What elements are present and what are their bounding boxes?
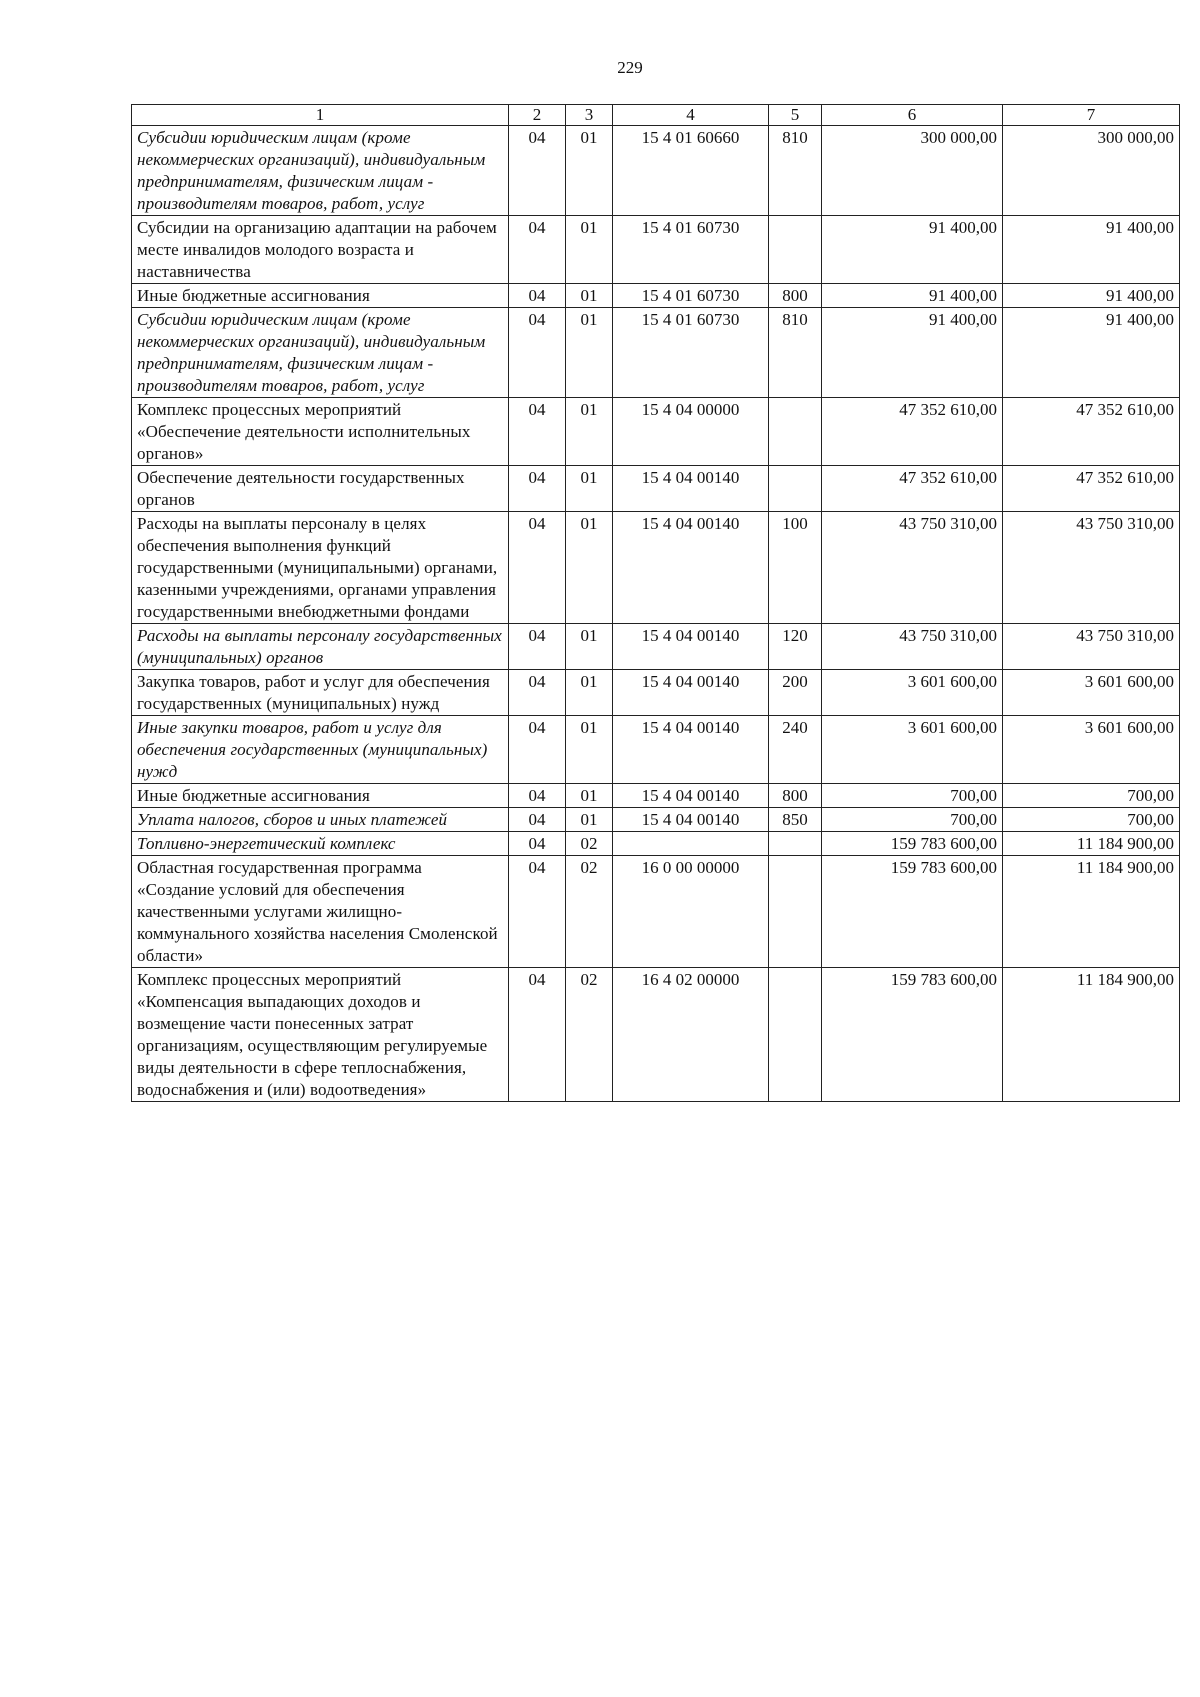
row-amount-2: 47 352 610,00 — [1003, 466, 1180, 512]
header-col-1: 1 — [132, 105, 509, 126]
row-name: Закупка товаров, работ и услуг для обеспечения государственных (муниципальных) нужд — [132, 670, 509, 716]
row-target-code: 15 4 01 60730 — [613, 216, 769, 284]
row-target-code — [613, 832, 769, 856]
row-section: 04 — [509, 398, 566, 466]
row-amount-1: 700,00 — [822, 784, 1003, 808]
row-name: Областная государственная программа «Создание условий для обеспечения качественными услугами жилищно-коммунального хозяйства населения Смоленской области» — [132, 856, 509, 968]
row-target-code: 15 4 04 00140 — [613, 670, 769, 716]
row-amount-1: 159 783 600,00 — [822, 968, 1003, 1102]
row-amount-2: 11 184 900,00 — [1003, 968, 1180, 1102]
row-expense-type: 850 — [769, 808, 822, 832]
table-row — [132, 808, 1180, 832]
row-amount-2: 11 184 900,00 — [1003, 856, 1180, 968]
row-amount-1: 47 352 610,00 — [822, 466, 1003, 512]
row-expense-type: 800 — [769, 784, 822, 808]
row-name: Расходы на выплаты персоналу государственных (муниципальных) органов — [132, 624, 509, 670]
table-row — [132, 512, 1180, 624]
row-section: 04 — [509, 968, 566, 1102]
table-row — [132, 466, 1180, 512]
row-subsection: 01 — [566, 398, 613, 466]
row-section: 04 — [509, 670, 566, 716]
row-expense-type: 800 — [769, 284, 822, 308]
header-col-6: 6 — [822, 105, 1003, 126]
row-expense-type: 120 — [769, 624, 822, 670]
row-subsection: 01 — [566, 808, 613, 832]
row-subsection: 01 — [566, 284, 613, 308]
header-row — [132, 105, 1180, 126]
row-expense-type: 200 — [769, 670, 822, 716]
table-row — [132, 126, 1180, 216]
row-name: Комплекс процессных мероприятий «Компенсация выпадающих доходов и возмещение части понесенных затрат организациям, осуществляющим регулируемые виды деятельности в сфере теплоснабжения, водоснабжения и (или) водоотведения» — [132, 968, 509, 1102]
row-name: Иные бюджетные ассигнования — [132, 284, 509, 308]
table-row — [132, 670, 1180, 716]
row-subsection: 02 — [566, 856, 613, 968]
row-name: Субсидии юридическим лицам (кроме некоммерческих организаций), индивидуальным предпринимателям, физическим лицам - производителям товаров, работ, услуг — [132, 308, 509, 398]
row-name: Субсидии юридическим лицам (кроме некоммерческих организаций), индивидуальным предпринимателям, физическим лицам - производителям товаров, работ, услуг — [132, 126, 509, 216]
row-section: 04 — [509, 126, 566, 216]
row-section: 04 — [509, 466, 566, 512]
row-name: Расходы на выплаты персоналу в целях обеспечения выполнения функций государственными (муниципальными) органами, казенными учреждениями, органами управления государственными внебюджетными фондами — [132, 512, 509, 624]
row-section: 04 — [509, 808, 566, 832]
row-expense-type — [769, 216, 822, 284]
row-amount-1: 159 783 600,00 — [822, 832, 1003, 856]
row-amount-2: 47 352 610,00 — [1003, 398, 1180, 466]
row-amount-1: 3 601 600,00 — [822, 716, 1003, 784]
row-amount-2: 91 400,00 — [1003, 284, 1180, 308]
row-subsection: 02 — [566, 968, 613, 1102]
table-row — [132, 216, 1180, 284]
page-number: 229 — [617, 58, 643, 77]
row-amount-1: 43 750 310,00 — [822, 624, 1003, 670]
table-row — [132, 784, 1180, 808]
row-target-code: 16 4 02 00000 — [613, 968, 769, 1102]
row-subsection: 01 — [566, 784, 613, 808]
row-amount-2: 91 400,00 — [1003, 216, 1180, 284]
row-target-code: 15 4 04 00140 — [613, 512, 769, 624]
row-section: 04 — [509, 624, 566, 670]
row-subsection: 01 — [566, 126, 613, 216]
row-amount-2: 91 400,00 — [1003, 308, 1180, 398]
row-expense-type: 240 — [769, 716, 822, 784]
row-amount-2: 3 601 600,00 — [1003, 716, 1180, 784]
row-expense-type: 100 — [769, 512, 822, 624]
row-amount-1: 91 400,00 — [822, 308, 1003, 398]
table-row — [132, 308, 1180, 398]
row-amount-2: 700,00 — [1003, 808, 1180, 832]
row-target-code: 16 0 00 00000 — [613, 856, 769, 968]
table-row — [132, 284, 1180, 308]
row-target-code: 15 4 01 60730 — [613, 284, 769, 308]
row-expense-type — [769, 832, 822, 856]
table-row — [132, 832, 1180, 856]
row-amount-2: 300 000,00 — [1003, 126, 1180, 216]
row-expense-type: 810 — [769, 308, 822, 398]
row-target-code: 15 4 04 00000 — [613, 398, 769, 466]
row-expense-type — [769, 398, 822, 466]
row-amount-1: 91 400,00 — [822, 284, 1003, 308]
row-amount-2: 11 184 900,00 — [1003, 832, 1180, 856]
header-col-7: 7 — [1003, 105, 1180, 126]
row-section: 04 — [509, 284, 566, 308]
table-row — [132, 716, 1180, 784]
row-target-code: 15 4 04 00140 — [613, 808, 769, 832]
header-col-2: 2 — [509, 105, 566, 126]
row-amount-1: 3 601 600,00 — [822, 670, 1003, 716]
row-subsection: 01 — [566, 512, 613, 624]
row-section: 04 — [509, 216, 566, 284]
row-subsection: 01 — [566, 716, 613, 784]
row-amount-1: 91 400,00 — [822, 216, 1003, 284]
row-subsection: 02 — [566, 832, 613, 856]
row-subsection: 01 — [566, 216, 613, 284]
row-amount-2: 43 750 310,00 — [1003, 512, 1180, 624]
table-row — [132, 856, 1180, 968]
row-target-code: 15 4 04 00140 — [613, 784, 769, 808]
row-amount-2: 700,00 — [1003, 784, 1180, 808]
row-amount-2: 3 601 600,00 — [1003, 670, 1180, 716]
row-subsection: 01 — [566, 624, 613, 670]
row-amount-1: 700,00 — [822, 808, 1003, 832]
row-amount-2: 43 750 310,00 — [1003, 624, 1180, 670]
row-section: 04 — [509, 856, 566, 968]
row-subsection: 01 — [566, 466, 613, 512]
row-subsection: 01 — [566, 308, 613, 398]
row-target-code: 15 4 04 00140 — [613, 466, 769, 512]
row-section: 04 — [509, 512, 566, 624]
row-section: 04 — [509, 832, 566, 856]
row-name: Уплата налогов, сборов и иных платежей — [132, 808, 509, 832]
row-expense-type — [769, 968, 822, 1102]
header-col-4: 4 — [613, 105, 769, 126]
header-col-5: 5 — [769, 105, 822, 126]
row-target-code: 15 4 04 00140 — [613, 716, 769, 784]
header-col-3: 3 — [566, 105, 613, 126]
table-row — [132, 968, 1180, 1102]
row-name: Обеспечение деятельности государственных органов — [132, 466, 509, 512]
row-expense-type — [769, 856, 822, 968]
row-name: Иные закупки товаров, работ и услуг для обеспечения государственных (муниципальных) нужд — [132, 716, 509, 784]
row-target-code: 15 4 01 60730 — [613, 308, 769, 398]
row-section: 04 — [509, 716, 566, 784]
table-row — [132, 398, 1180, 466]
row-subsection: 01 — [566, 670, 613, 716]
row-amount-1: 47 352 610,00 — [822, 398, 1003, 466]
table-row — [132, 624, 1180, 670]
row-section: 04 — [509, 308, 566, 398]
row-target-code: 15 4 04 00140 — [613, 624, 769, 670]
row-name: Топливно-энергетический комплекс — [132, 832, 509, 856]
row-amount-1: 300 000,00 — [822, 126, 1003, 216]
budget-table — [131, 104, 1180, 1102]
row-amount-1: 159 783 600,00 — [822, 856, 1003, 968]
row-expense-type: 810 — [769, 126, 822, 216]
row-expense-type — [769, 466, 822, 512]
row-name: Субсидии на организацию адаптации на рабочем месте инвалидов молодого возраста и наставничества — [132, 216, 509, 284]
row-amount-1: 43 750 310,00 — [822, 512, 1003, 624]
row-name: Комплекс процессных мероприятий «Обеспечение деятельности исполнительных органов» — [132, 398, 509, 466]
row-target-code: 15 4 01 60660 — [613, 126, 769, 216]
row-name: Иные бюджетные ассигнования — [132, 784, 509, 808]
row-section: 04 — [509, 784, 566, 808]
